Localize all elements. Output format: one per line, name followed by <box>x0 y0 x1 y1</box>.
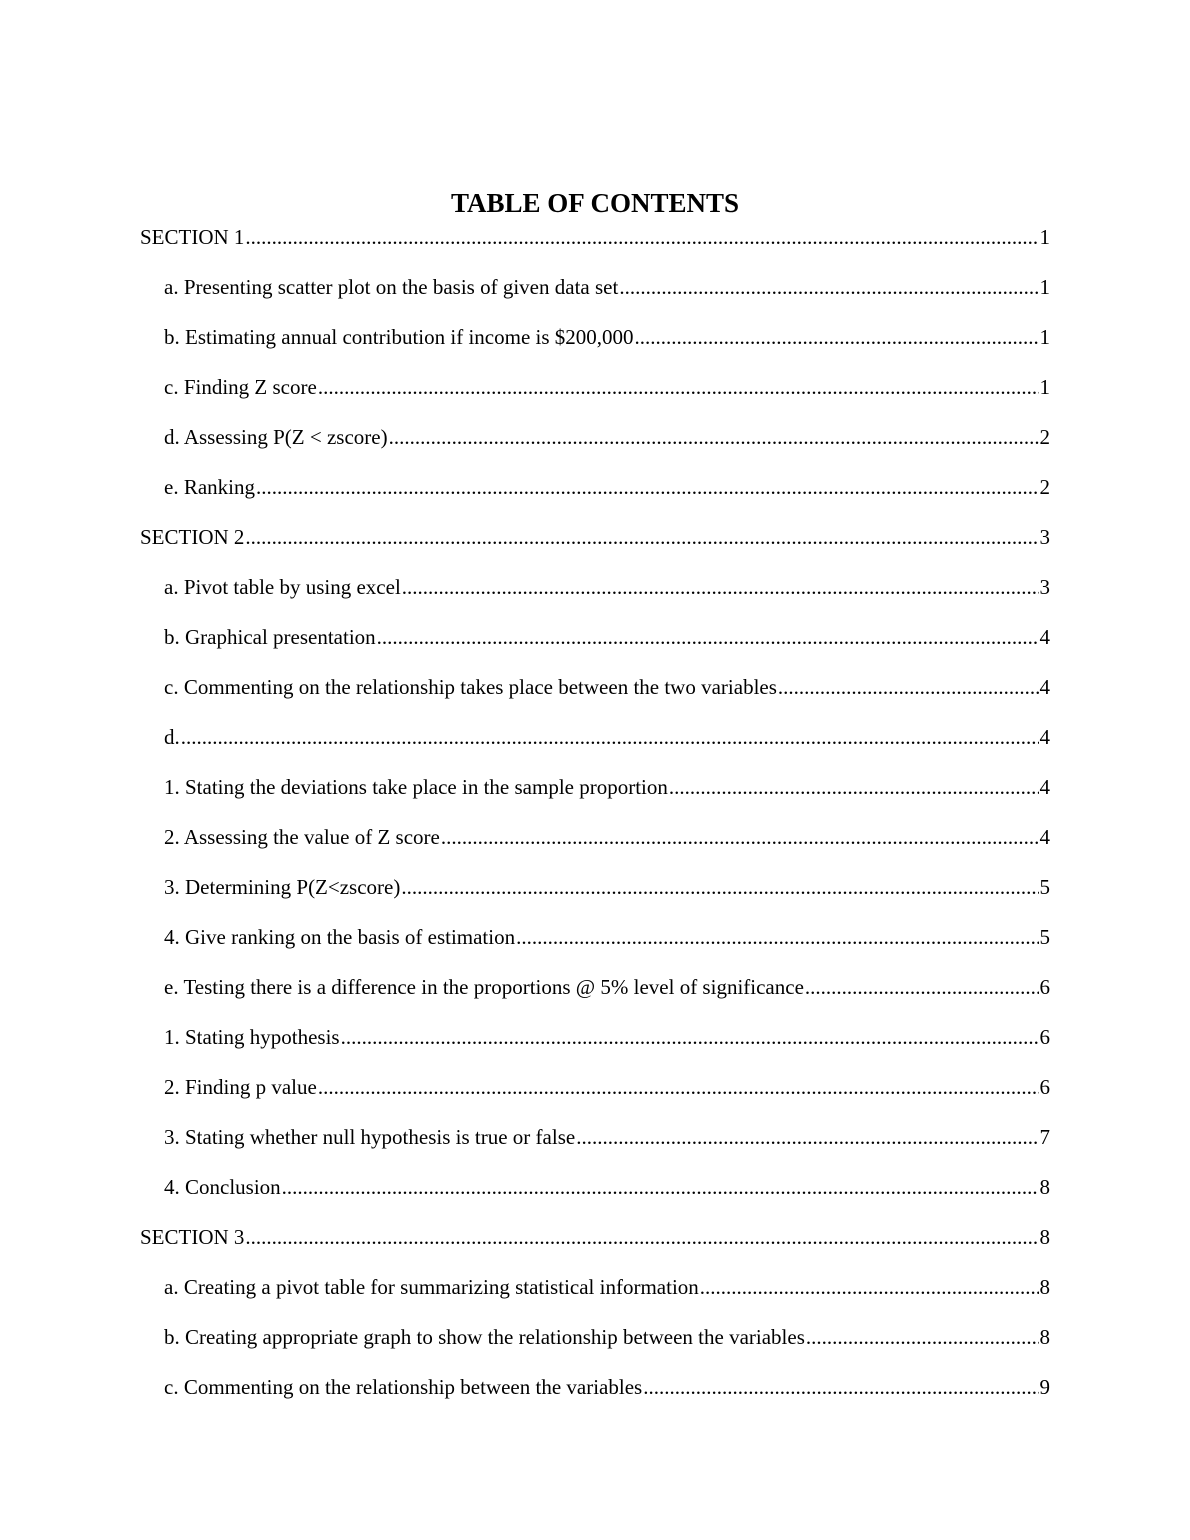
toc-page-number: 8 <box>1039 1325 1050 1349</box>
toc-entry-text: a. Pivot table by using excel <box>164 575 401 599</box>
toc-page-number: 5 <box>1039 875 1050 899</box>
toc-entry-text: b. Creating appropriate graph to show the relationship between the variables <box>164 1325 805 1349</box>
toc-dot-leader <box>700 1272 1039 1302</box>
toc-dot-leader <box>576 1122 1038 1152</box>
toc-dot-leader <box>806 1322 1039 1352</box>
toc-page-number: 6 <box>1039 1025 1050 1049</box>
toc-subsection-entry[interactable] <box>140 1022 1050 1072</box>
toc-subsection-entry[interactable] <box>140 1272 1050 1322</box>
toc-dot-leader <box>401 872 1038 902</box>
toc-page-number: 2 <box>1039 425 1050 449</box>
toc-dot-leader <box>669 772 1039 802</box>
toc-subsection-entry[interactable] <box>140 372 1050 422</box>
toc-dot-leader <box>341 1022 1039 1052</box>
toc-entry-text: SECTION 3 <box>140 1225 245 1249</box>
toc-dot-leader <box>805 972 1039 1002</box>
toc-dot-leader <box>441 822 1039 852</box>
toc-section-entry[interactable] <box>140 222 1050 272</box>
toc-page-number: 4 <box>1039 775 1050 799</box>
toc-page-number: 4 <box>1039 675 1050 699</box>
toc-subsection-entry[interactable] <box>140 272 1050 322</box>
toc-entry-text: a. Creating a pivot table for summarizing statistical information <box>164 1275 699 1299</box>
toc-subsection-entry[interactable] <box>140 1372 1050 1422</box>
toc-entry-text: e. Testing there is a difference in the proportions @ 5% level of significance <box>164 975 804 999</box>
toc-subsection-entry[interactable] <box>140 1322 1050 1372</box>
toc-dot-leader <box>318 1072 1039 1102</box>
toc-entry-text: SECTION 1 <box>140 225 245 249</box>
toc-subsection-entry[interactable] <box>140 822 1050 872</box>
toc-dot-leader <box>181 722 1039 752</box>
toc-dot-leader <box>402 572 1039 602</box>
toc-subsection-entry[interactable] <box>140 1172 1050 1222</box>
toc-dot-leader <box>377 622 1039 652</box>
toc-subsection-entry[interactable] <box>140 672 1050 722</box>
toc-entry-text: 1. Stating the deviations take place in the sample proportion <box>164 775 668 799</box>
toc-page-number: 7 <box>1039 1125 1050 1149</box>
toc-subsection-entry[interactable] <box>140 322 1050 372</box>
toc-entry-text: 3. Determining P(Z<zscore) <box>164 875 401 899</box>
toc-dot-leader <box>778 672 1039 702</box>
toc-entry-text: 1. Stating hypothesis <box>164 1025 340 1049</box>
toc-entry-text: d. <box>164 725 180 749</box>
toc-subsection-entry[interactable] <box>140 472 1050 522</box>
toc-page-number: 1 <box>1039 325 1050 349</box>
toc-subsection-entry[interactable] <box>140 722 1050 772</box>
toc-page-number: 8 <box>1039 1225 1050 1249</box>
toc-page-number: 8 <box>1039 1175 1050 1199</box>
toc-page-number: 6 <box>1039 975 1050 999</box>
toc-subsection-entry[interactable] <box>140 922 1050 972</box>
toc-dot-leader <box>256 472 1039 502</box>
toc-entry-text: SECTION 2 <box>140 525 245 549</box>
toc-dot-leader <box>389 422 1039 452</box>
toc-dot-leader <box>318 372 1039 402</box>
toc-dot-leader <box>643 1372 1038 1402</box>
toc-entry-text: c. Finding Z score <box>164 375 317 399</box>
toc-subsection-entry[interactable] <box>140 1122 1050 1172</box>
toc-page-number: 8 <box>1039 1275 1050 1299</box>
toc-subsection-entry[interactable] <box>140 972 1050 1022</box>
toc-entry-text: 3. Stating whether null hypothesis is true or false <box>164 1125 576 1149</box>
toc-dot-leader <box>635 322 1039 352</box>
toc-dot-leader <box>245 222 1038 252</box>
toc-page-number: 3 <box>1039 575 1050 599</box>
toc-entry-text: c. Commenting on the relationship takes place between the two variables <box>164 675 777 699</box>
toc-page-number: 5 <box>1039 925 1050 949</box>
toc-entry-text: d. Assessing P(Z < zscore) <box>164 425 388 449</box>
toc-entry-text: e. Ranking <box>164 475 255 499</box>
toc-subsection-entry[interactable] <box>140 622 1050 672</box>
toc-subsection-entry[interactable] <box>140 772 1050 822</box>
toc-dot-leader <box>619 272 1038 302</box>
toc-page-number: 4 <box>1039 625 1050 649</box>
toc-entry-text: a. Presenting scatter plot on the basis of given data set <box>164 275 619 299</box>
toc-page-number: 1 <box>1039 275 1050 299</box>
toc-page-number: 4 <box>1039 725 1050 749</box>
toc-entry-text: c. Commenting on the relationship between the variables <box>164 1375 643 1399</box>
toc-page-number: 1 <box>1039 225 1050 249</box>
toc-dot-leader <box>245 1222 1038 1252</box>
toc-dot-leader <box>282 1172 1039 1202</box>
toc-title: TABLE OF CONTENTS <box>450 188 740 218</box>
toc-subsection-entry[interactable] <box>140 572 1050 622</box>
toc-page-number: 2 <box>1039 475 1050 499</box>
toc-subsection-entry[interactable] <box>140 1072 1050 1122</box>
toc-page-number: 9 <box>1039 1375 1050 1399</box>
toc-page-number: 1 <box>1039 375 1050 399</box>
toc-page-number: 4 <box>1039 825 1050 849</box>
toc-page-number: 3 <box>1039 525 1050 549</box>
toc-dot-leader <box>245 522 1038 552</box>
toc-entry-text: 2. Finding p value <box>164 1075 317 1099</box>
toc-entry-text: 2. Assessing the value of Z score <box>164 825 440 849</box>
toc-entry-text: 4. Conclusion <box>164 1175 281 1199</box>
toc-section-entry[interactable] <box>140 522 1050 572</box>
toc-entry-text: b. Graphical presentation <box>164 625 376 649</box>
toc-subsection-entry[interactable] <box>140 872 1050 922</box>
toc-list <box>140 222 1050 1422</box>
toc-page-number: 6 <box>1039 1075 1050 1099</box>
toc-entry-text: 4. Give ranking on the basis of estimation <box>164 925 516 949</box>
toc-section-entry[interactable] <box>140 1222 1050 1272</box>
toc-entry-text: b. Estimating annual contribution if income is $200,000 <box>164 325 634 349</box>
toc-dot-leader <box>516 922 1038 952</box>
toc-subsection-entry[interactable] <box>140 422 1050 472</box>
